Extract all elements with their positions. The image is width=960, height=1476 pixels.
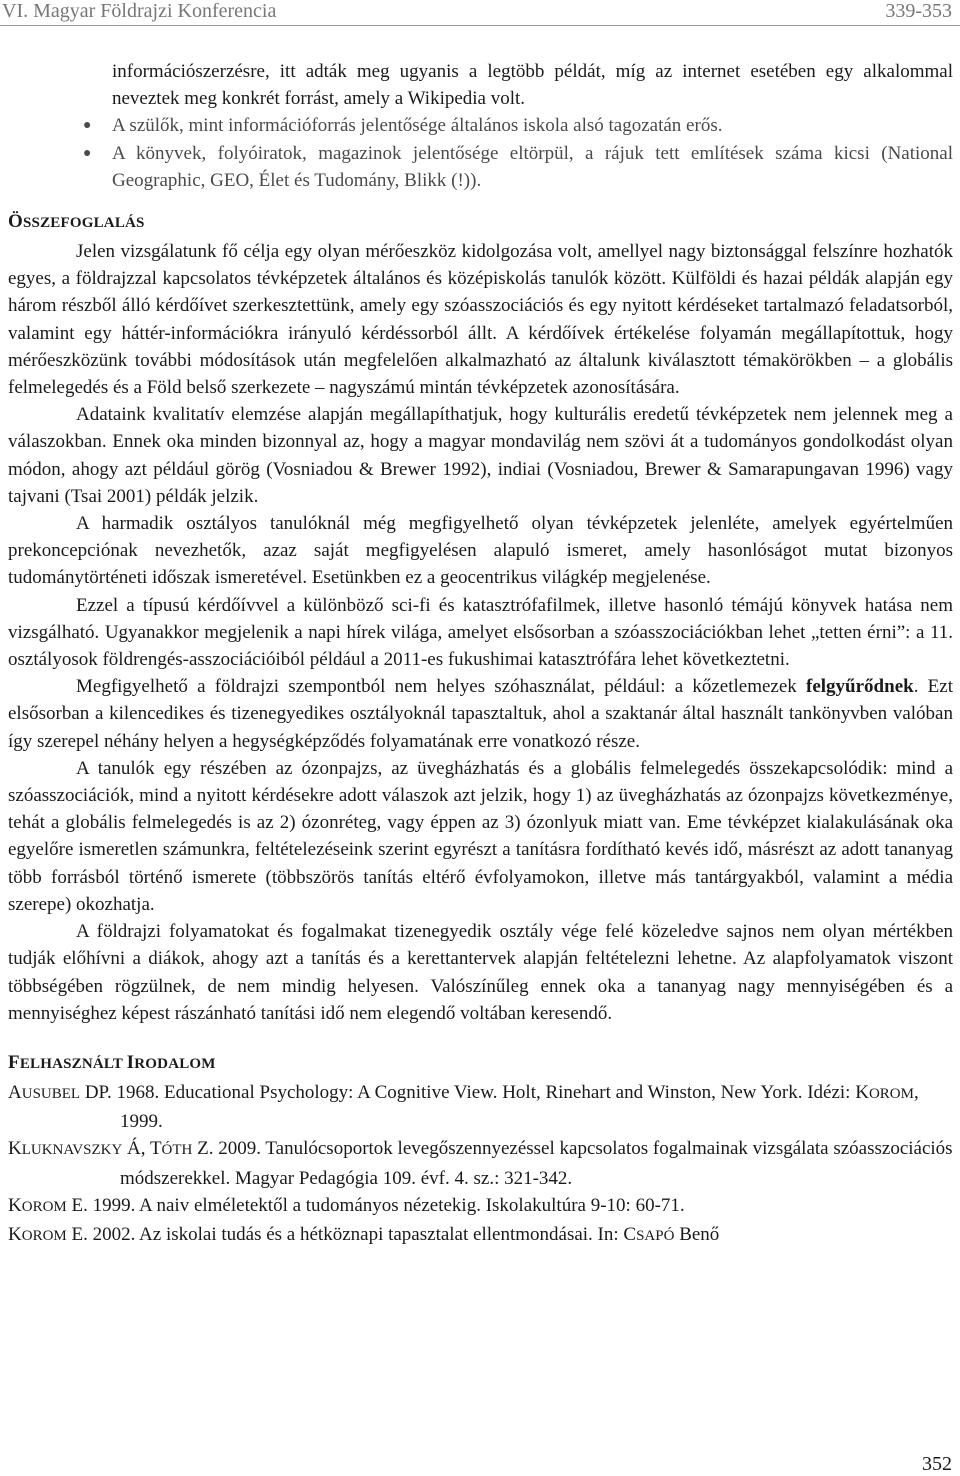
summary-paragraph: A földrajzi folyamatokat és fogalmakat tizenegyedik osztály vége felé közeledve sajnos nem olyan mértékben tudják előhívni a diákok, ahogy azt a tanítás és a kerettantervek alapján feltételezni lehetne. Az alapfolyamatok viszont többségében rögzülnek, de nem mindig helyesen. Valószínűleg ennek oka a tananyag nagy mennyiségében és a mennyiséghez képest rászánható tanítási idő nem elegendő voltában keresendő. <box>8 921 953 1024</box>
bullet-text: A könyvek, folyóiratok, magazinok jelentősége eltörpül, a rájuk tett említések száma kicsi (National Geographic, GEO, Élet és Tudomány, Blikk (!)). <box>112 142 953 191</box>
summary-paragraph: Megfigyelhető a földrajzi szempontból nem helyes szóhasználat, például: a kőzetlemezek felgyűrődnek. Ezt elsősorban a kilencedikes és tizenegyedikes osztályoknál tapasztaltuk, ahol a szaktanár által használt tankönyvben valóban így szerepel néhány helyen a hegységképződés folyamatának erre vonatkozó része. <box>8 676 953 752</box>
conference-title: VI. Magyar Földrajzi Konferencia <box>2 0 277 22</box>
running-header <box>0 0 960 26</box>
bullet-text: A szülők, mint információforrás jelentősége általános iskola alsó tagozatán erős. <box>112 115 723 137</box>
bullet-dot-icon: ● <box>83 118 92 134</box>
reference-item: KOROM E. 2002. Az iskolai tudás és a hétköznapi tapasztalat ellentmondásai. In: CSAPÓ Benő <box>8 1223 720 1245</box>
summary-paragraph: A harmadik osztályos tanulóknál még megfigyelhető olyan tévképzetek jelenléte, amelyek egyértelműen prekoncepciónak nevezhetők, azaz saját megfigyelésen alapuló ismeret, amely hasonlóságot mutat bizonyos tudománytörténeti időszak ismeretével. Esetünkben ez a geocentrikus világkép megjelenése. <box>8 513 953 589</box>
emphasized-term: felgyűrődnek <box>806 676 914 698</box>
section-title-summary: ÖSSZEFOGLALÁS <box>8 211 145 233</box>
list-item <box>8 140 953 194</box>
bullet-dot-icon: ● <box>83 145 92 161</box>
header-divider <box>0 25 960 26</box>
summary-paragraph: Ezzel a típusú kérdőívvel a különböző sci-fi és katasztrófafilmek, illetve hasonló témájú könyvek hatása nem vizsgálható. Ugyanakkor megjelenik a napi hírek világa, amelyet elsősorban a szóasszociációkban lehet „tetten érni”: a 11. osztályosok földrengés-asszociációiból például a 2011-es fukushimai katasztrófára lehet következtetni. <box>8 594 953 671</box>
intro-continuation: információszerzésre, itt adták meg ugyanis a legtöbb példát, míg az internet esetében egy alkalommal neveztek meg konkrét forrást, amely a Wikipedia volt. <box>112 61 953 110</box>
reference-item: AUSUBEL DP. 1968. Educational Psychology: A Cognitive View. Holt, Rinehart and Winston, New York. Idézi: KOROM, 1999. <box>8 1081 919 1133</box>
summary-paragraph: Adataink kvalitatív elemzése alapján megállapíthatjuk, hogy kulturális eredetű tévképzetek nem jelennek meg a válaszokban. Ennek oka minden bizonnyal az, hogy a magyar mondavilág nem szövi át a tudományos gondolkodást olyan módon, ahogy azt például görög (Vosniadou & Brewer 1992), indiai (Vosniadou, Brewer & Samarapungavan 1996) vagy tajvani (Tsai 2001) példák jelzik. <box>8 404 953 507</box>
page-content <box>8 58 953 1250</box>
page-number: 352 <box>922 1453 952 1475</box>
reference-item: KLUKNAVSZKY Á, TÓTH Z. 2009. Tanulócsoportok levegőszennyezéssel kapcsolatos fogalmainak vizsgálata szóasszociációs módszerekkel. Magyar Pedagógia 109. évf. 4. sz.: 321-342. <box>8 1138 953 1189</box>
page-range: 339-353 <box>885 0 952 22</box>
summary-paragraph: Jelen vizsgálatunk fő célja egy olyan mérőeszköz kidolgozása volt, amellyel nagy biztonsággal felszínre hozhatók egyes, a földrajzzal kapcsolatos tévképzetek általános és középiskolás tanulók között. Külföldi és hazai példák alapján egy három részből álló kérdőívet szerkesztettünk, amely egy szóasszociációs és egy nyitott kérdéseket tartalmazó feladatsorból, valamint egy háttér-információkra irányuló kérdéssorból állt. A kérdőívek értékelése folyamán megállapítottuk, hogy mérőeszközünk további módosítások után megfelelően alkalmazható az általunk kiválasztott témakörökben – a globális felmelegedés és a Föld belső szerkezete – nagyszámú mintán tévképzetek azonosítására. <box>8 241 953 399</box>
list-item <box>8 112 953 139</box>
section-title-references: FELHASZNÁLT IRODALOM <box>8 1051 216 1073</box>
intro-bullet-list <box>8 112 953 194</box>
reference-list <box>8 1079 953 1250</box>
summary-paragraph: A tanulók egy részében az ózonpajzs, az üvegházhatás és a globális felmelegedés összekapcsolódik: mind a szóasszociációk, mind a nyitott kérdésekre adott válaszok azt jelzik, hogy 1) az üvegházhatás az ózonpajzs következménye, tehát a globális felmelegedés is az 2) ózonréteg, vagy éppen az 3) ózonlyuk miatt van. Eme tévképzet kialakulásának oka egyelőre ismeretlen számunkra, feltételezéseink szerint egyrészt a tanításra fordítható kevés idő, másrészt az adott tananyag több forrásból történő ismerete (többszörös tanítás eltérő évfolyamokon, illetve más tantárgyakból, valamint a média szerepe) okozhatja. <box>8 757 953 915</box>
reference-item: KOROM E. 1999. A naiv elméletektől a tudományos nézetekig. Iskolakultúra 9-10: 60-71. <box>8 1194 685 1216</box>
